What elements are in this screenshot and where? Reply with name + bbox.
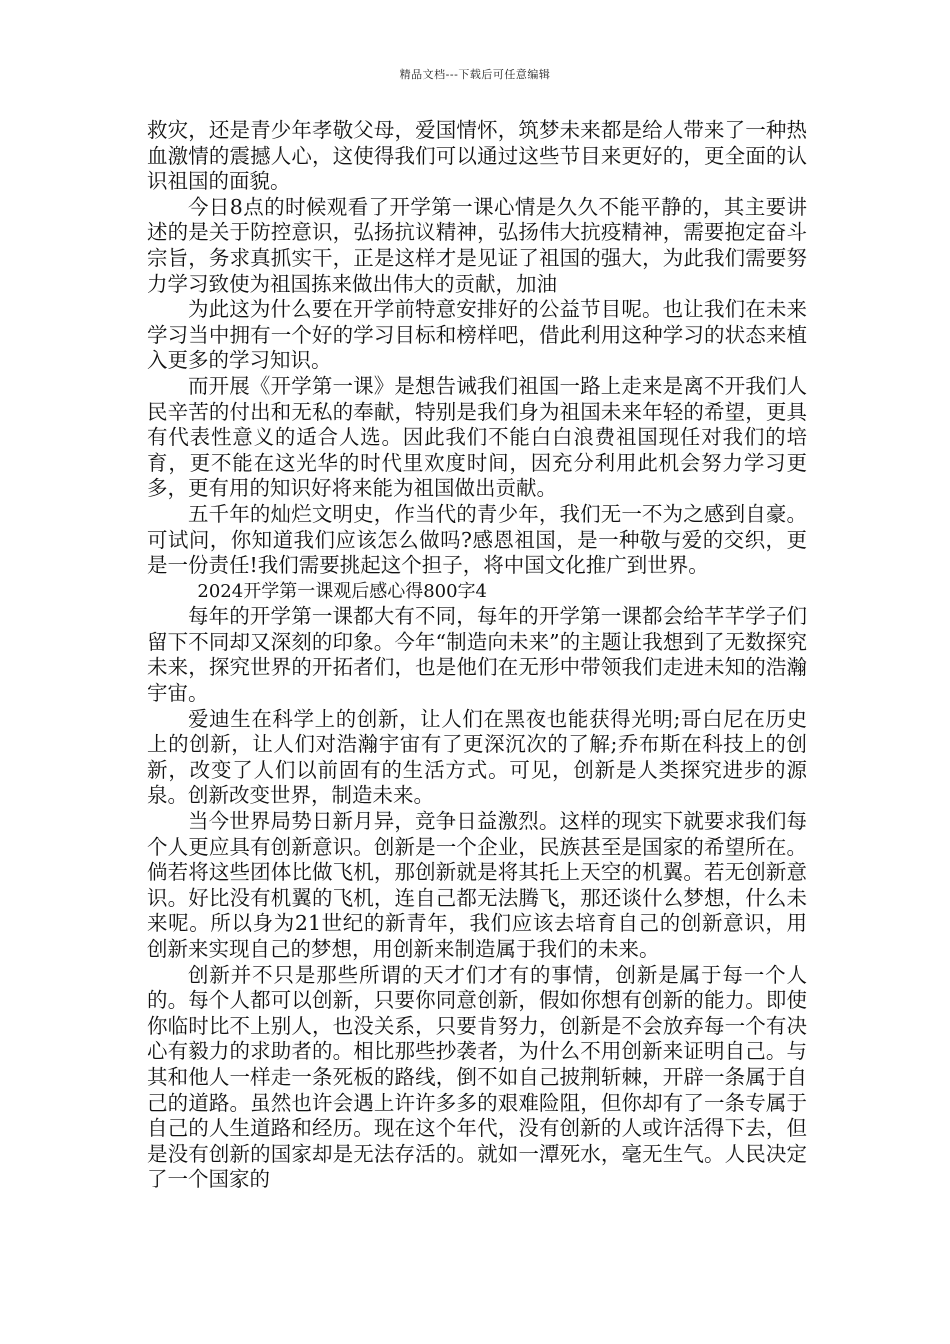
page-header: 精品文档---下载后可任意编辑 (399, 68, 551, 81)
paragraph-6: 每年的开学第一课都大有不同，每年的开学第一课都会给芊芊学子们留下不同却又深刻的印象。今年“制造向未来”的主题让我想到了无数探究未来，探究世界的开拓者们，也是他们在无形中带领我们走进未知的浩瀚宇宙。 (147, 604, 807, 706)
paragraph-5: 五千年的灿烂文明史，作当代的青少年，我们无一不为之感到自豪。可试问，你知道我们应该怎么做吗?感恩祖国，是一种敬与爱的交织，更是一份责任!我们需要挑起这个担子，将中国文化推广到世界。 (147, 501, 807, 578)
paragraph-3: 为此这为什么要在开学前特意安排好的公益节目呢。也让我们在未来学习当中拥有一个好的学习目标和榜样吧，借此利用这种学习的状态来植入更多的学习知识。 (147, 297, 807, 373)
paragraph-7: 爱迪生在科学上的创新，让人们在黑夜也能获得光明;哥白尼在历史上的创新，让人们对浩瀚宇宙有了更深沉次的了解;乔布斯在科技上的创新，改变了人们以前固有的生活方式。可见，创新是人类探究进步的源泉。创新改变世界，制造未来。 (147, 706, 807, 808)
paragraph-2: 今日8点的时候观看了开学第一课心情是久久不能平静的，其主要讲述的是关于防控意识，弘扬抗议精神，弘扬伟大抗疫精神，需要抱定奋斗宗旨，务求真抓实干，正是这样才是见证了祖国的强大，为此我们需要努力学习致使为祖国拣来做出伟大的贡献，加油 (147, 194, 807, 296)
paragraph-9: 创新并不只是那些所谓的天才们才有的事情，创新是属于每一个人的。每个人都可以创新，只要你同意创新，假如你想有创新的能力。即使你临时比不上别人，也没关系，只要肯努力，创新是不会放弃每一个有决心有毅力的求助者的。相比那些抄袭者，为什么不用创新来证明自己。与其和他人一样走一条死板的路线，倒不如自己披荆斩棘，开辟一条属于自己的道路。虽然也许会遇上许许多多的艰难险阻，但你却有了一条专属于自己的人生道路和经历。现在这个年代，没有创新的人或许活得下去，但是没有创新的国家却是无法存活的。就如一潭死水，毫无生气。人民决定了一个国家的 (147, 962, 807, 1192)
section-heading: 2024开学第一课观后感心得800字4 (197, 580, 488, 602)
document-body (147, 118, 807, 1193)
paragraph-8: 当今世界局势日新月异，竞争日益激烈。这样的现实下就要求我们每个人更应具有创新意识。创新是一个企业，民族甚至是国家的希望所在。倘若将这些团体比做飞机，那创新就是将其托上天空的机翼。若无创新意识。好比没有机翼的飞机，连自己都无法腾飞，那还谈什么梦想，什么未来呢。所以身为21世纪的新青年，我们应该去培育自己的创新意识，用创新来实现自己的梦想，用创新来制造属于我们的未来。 (147, 809, 807, 961)
paragraph-4: 而开展《开学第一课》是想告诫我们祖国一路上走来是离不开我们人民辛苦的付出和无私的奉献，特别是我们身为祖国未来年轻的希望，更具有代表性意义的适合人选。因此我们不能白白浪费祖国现任对我们的培育，更不能在这光华的时代里欢度时间，因充分利用此机会努力学习更多，更有用的知识好将来能为祖国做出贡献。 (147, 373, 807, 501)
paragraph-1: 救灾，还是青少年孝敬父母，爱国情怀，筑梦未来都是给人带来了一种热血激情的震撼人心，这使得我们可以通过这些节目来更好的，更全面的认识祖国的面貌。 (147, 118, 807, 194)
